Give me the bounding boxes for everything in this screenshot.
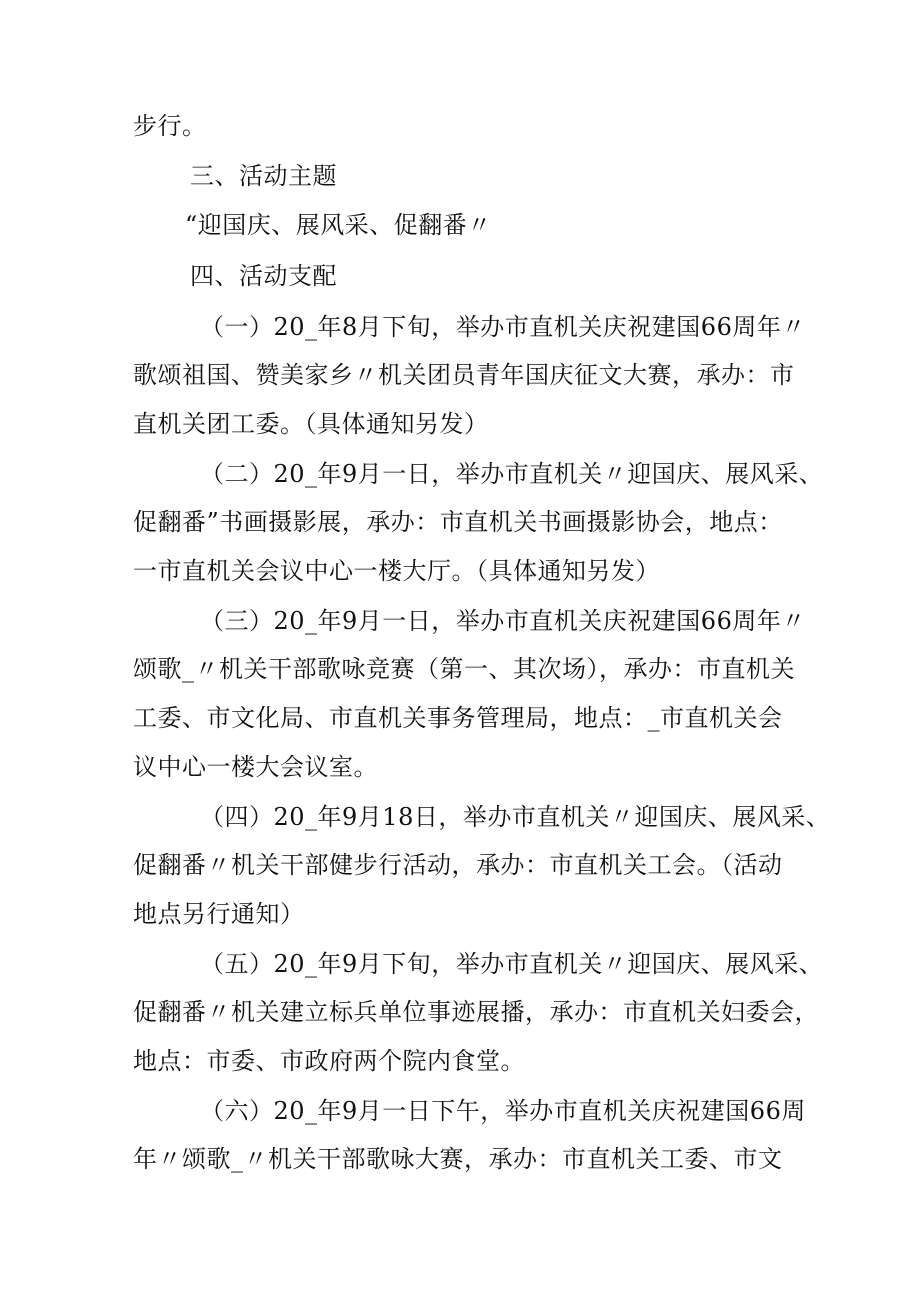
paragraph-line: 直机关团工委。（具体通知另发）	[133, 410, 489, 438]
paragraph-line: 一市直机关会议中心一楼大厅。（具体通知另发）	[133, 557, 660, 585]
paragraph-line: （六）20_年9月一日下午，举办市直机关庆祝建国66周	[200, 1097, 806, 1125]
paragraph-line: 议中心一楼大会议室。	[133, 753, 378, 781]
paragraph-line: 促翻番〃机关干部健步行活动，承办：市直机关工会。（活动	[133, 851, 783, 879]
paragraph-line: 地点：市委、市政府两个院内食堂。	[133, 1047, 525, 1075]
section-heading: 四、活动支配	[190, 262, 337, 290]
paragraph-line: （三）20_年9月一日，举办市直机关庆祝建国66周年〃	[200, 607, 806, 635]
paragraph-line: （四）20_年9月18日，举办市直机关〃迎国庆、展风采、	[200, 803, 831, 831]
paragraph-line: 颂歌_〃机关干部歌咏竞赛（第一、其次场），承办：市直机关	[133, 655, 795, 683]
paragraph-line: 促翻番”书画摄影展，承办：市直机关书画摄影协会，地点：	[133, 508, 783, 536]
paragraph-line: （一）20_年8月下旬，举办市直机关庆祝建国66周年〃	[200, 313, 806, 341]
paragraph-line: 歌颂祖国、赞美家乡〃机关团员青年国庆征文大赛，承办：市	[133, 361, 795, 389]
paragraph-line: 促翻番〃机关建立标兵单位事迹展播，承办：市直机关妇委会，	[133, 998, 819, 1026]
paragraph-line: 步行。	[133, 112, 207, 140]
paragraph-line: 工委、市文化局、市直机关事务管理局，地点：_市直机关会	[133, 704, 783, 732]
paragraph-line: （二）20_年9月一日，举办市直机关〃迎国庆、展风采、	[200, 460, 824, 488]
paragraph-line: 地点另行通知）	[133, 900, 305, 928]
paragraph-line: 年〃颂歌_〃机关干部歌咏大赛，承办：市直机关工委、市文	[133, 1145, 783, 1173]
section-heading: 三、活动主题	[190, 162, 337, 190]
theme-line: “迎国庆、展风采、促翻番〃	[185, 211, 492, 239]
paragraph-line: （五）20_年9月下旬，举办市直机关〃迎国庆、展风采、	[200, 950, 824, 978]
